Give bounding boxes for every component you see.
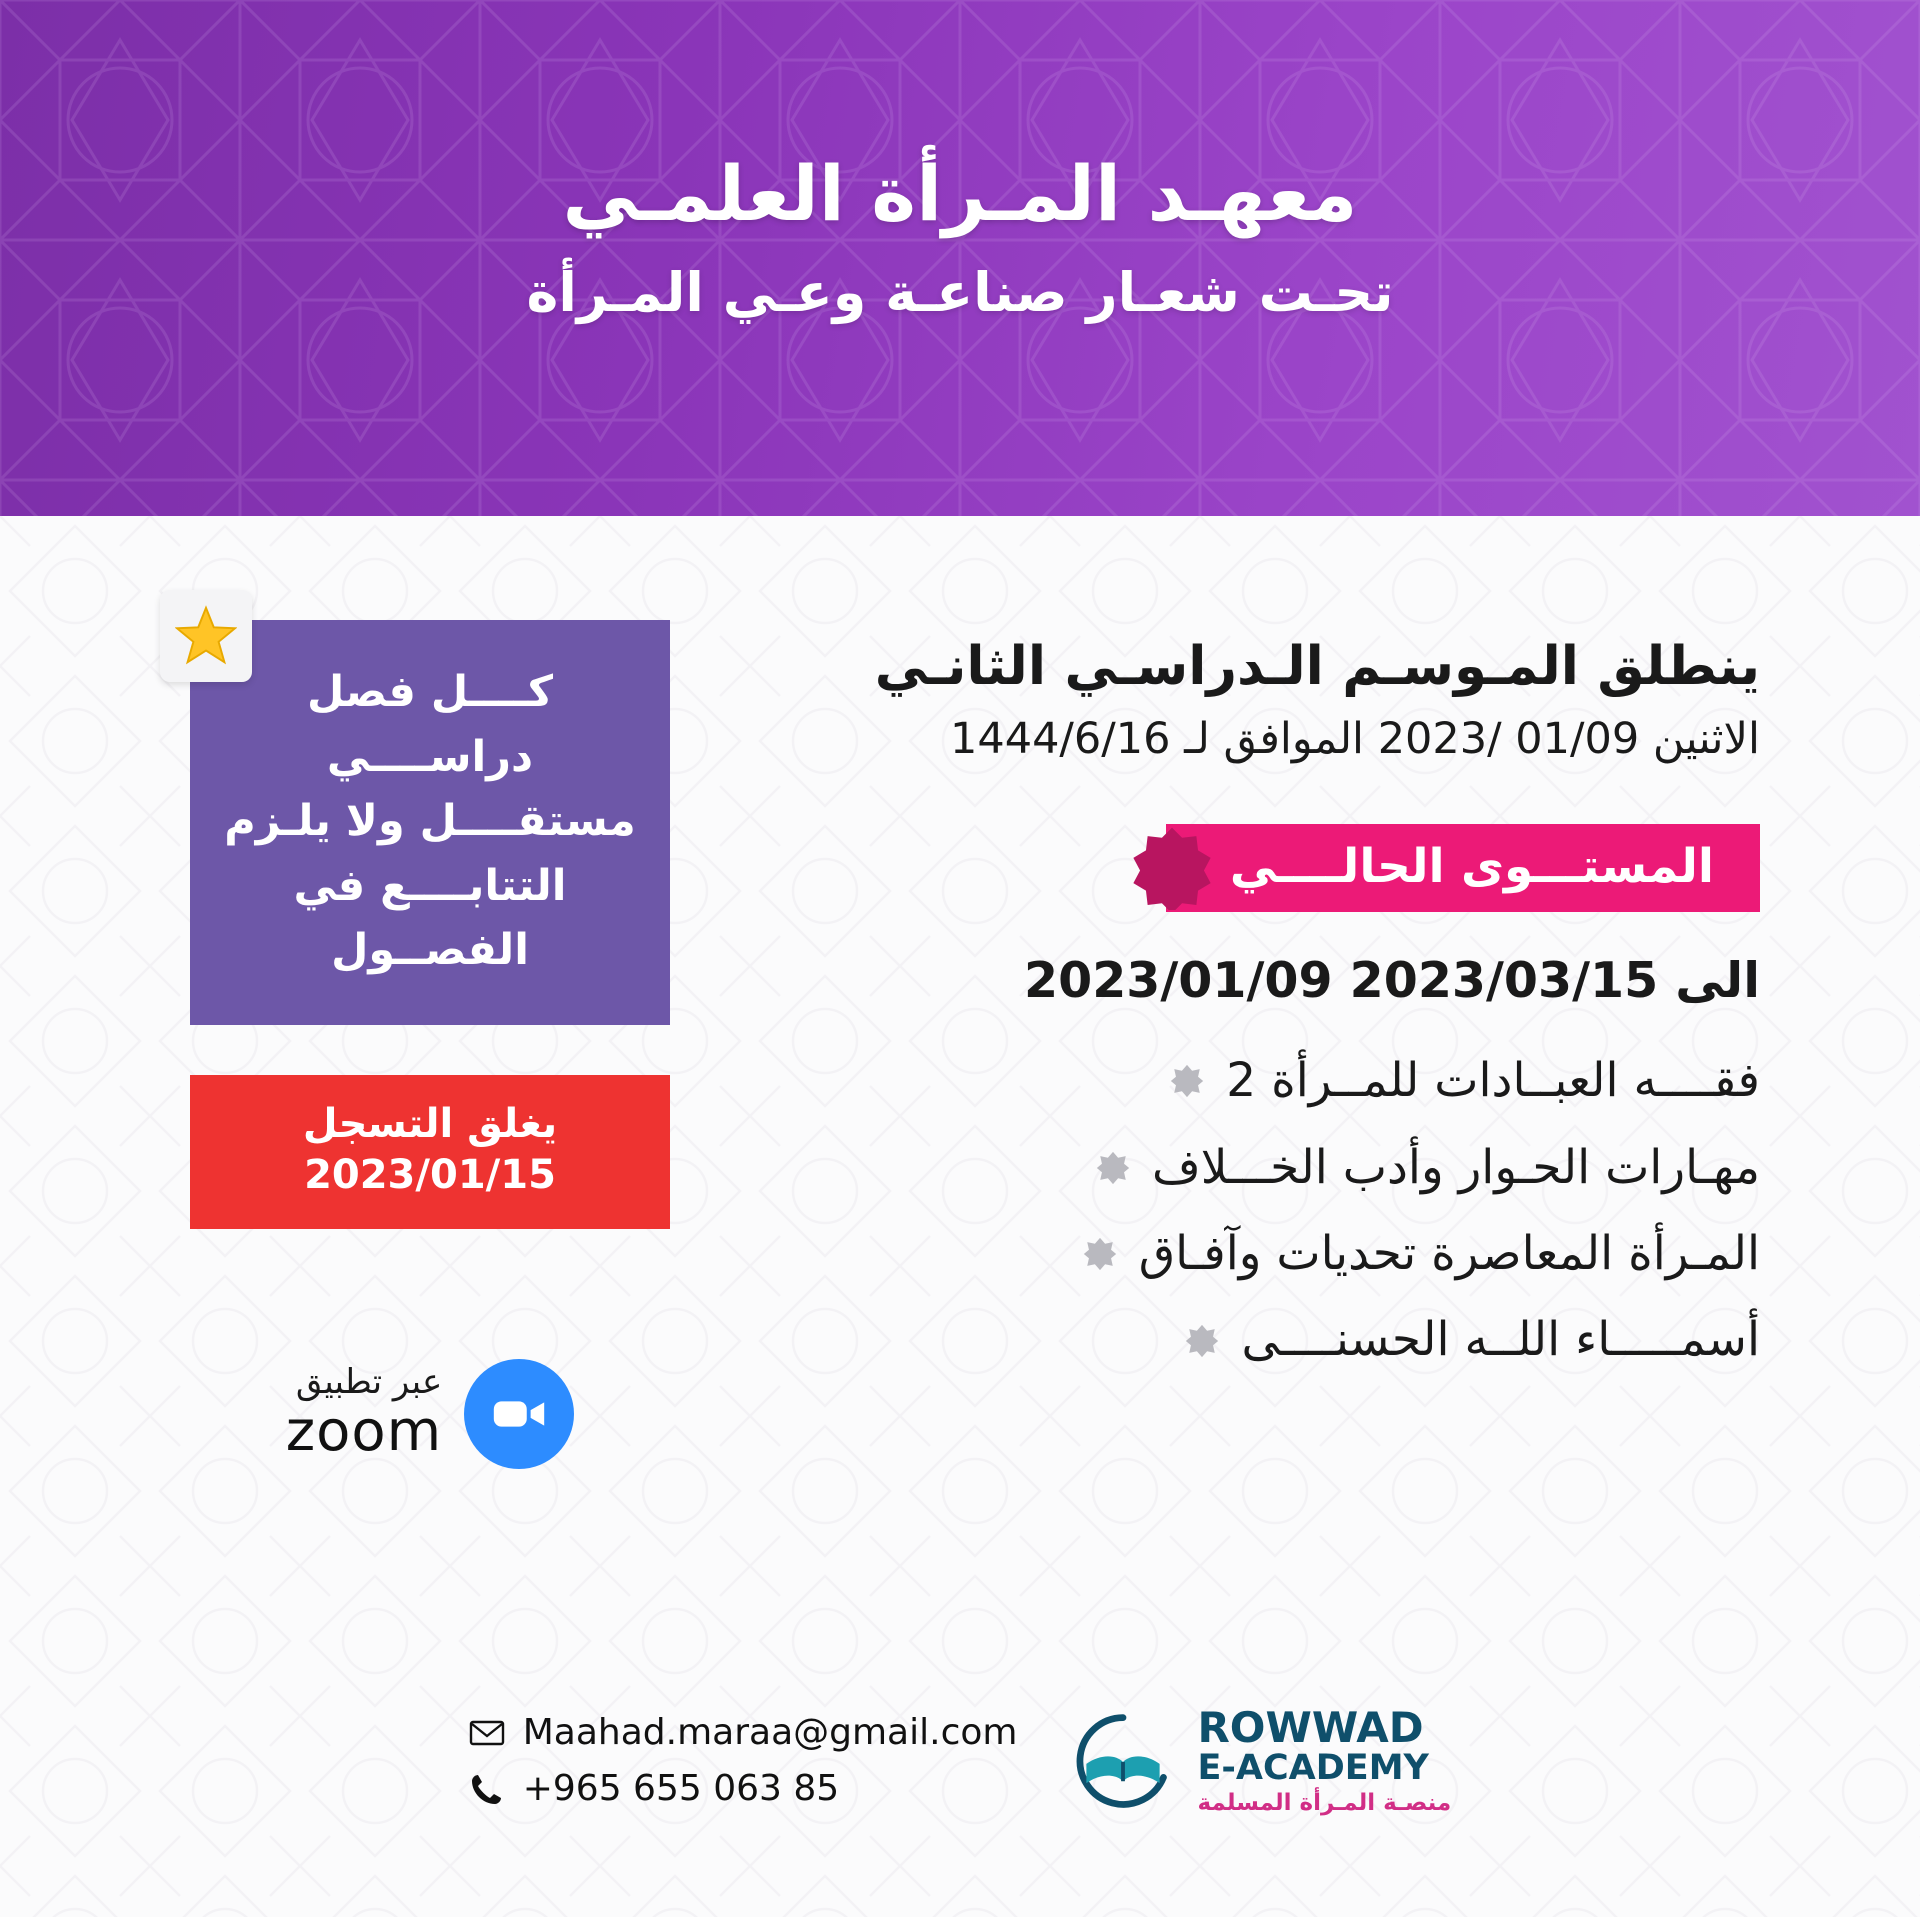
flower-bullet-icon xyxy=(1096,1151,1130,1185)
season-date: الاثنين 01/09 /2023 الموافق لـ 1444/6/16 xyxy=(950,714,1760,765)
phone-text: +965 655 063 85 xyxy=(522,1768,840,1809)
brand-name-line1: ROWWAD xyxy=(1197,1703,1424,1752)
closing-date: 2023/01/15 xyxy=(304,1151,556,1198)
page-title: معهـد المـرأة العلمـي xyxy=(562,148,1358,238)
level-date-range: 2023/01/09 الى 2023/03/15 xyxy=(1024,952,1760,1010)
course-label: المـرأة المعاصرة تحديات وآفـاق xyxy=(1138,1225,1760,1281)
envelope-icon xyxy=(469,1715,505,1751)
flower-bullet-icon xyxy=(1083,1237,1117,1271)
header-banner xyxy=(0,0,1920,516)
footer xyxy=(0,1703,1920,1816)
season-title: ينطلق المـوسـم الـدراسـي الثانـي xyxy=(874,636,1760,697)
course-list xyxy=(670,1053,1760,1369)
page-subtitle: تحـت شعـار صناعـة وعـي المـرأة xyxy=(526,260,1394,324)
contact-email[interactable] xyxy=(469,1713,1018,1753)
independent-terms-note xyxy=(190,620,670,1025)
flower-bullet-icon xyxy=(1185,1324,1219,1358)
course-label: أسمـــــاء اللــه الحسنــــى xyxy=(1241,1312,1760,1368)
brand-name-line2: E-ACADEMY xyxy=(1197,1748,1429,1788)
registration-closing-box xyxy=(190,1075,670,1229)
zoom-app-name: zoom xyxy=(285,1399,443,1465)
body-area xyxy=(0,516,1920,1927)
zoom-via-label: عبر تطبيق xyxy=(295,1362,443,1402)
list-item xyxy=(670,1226,1760,1282)
rosette-badge-icon xyxy=(1130,826,1214,910)
course-label: مهـارات الحـوار وأدب الخـــلاف xyxy=(1152,1139,1760,1195)
list-item xyxy=(670,1053,1760,1109)
flower-bullet-icon xyxy=(1170,1064,1204,1098)
contact-details xyxy=(469,1713,1018,1808)
course-label: فقــــه العبــادات للمــرأة 2 xyxy=(1226,1053,1760,1109)
current-level-banner xyxy=(1166,824,1760,912)
brand-tagline: منصـة المـرأة المسلمة xyxy=(1197,1790,1452,1816)
note-text: كــــل فصل دراســــي مستقــــل ولا يلـزم التتابــــع في الفصــول xyxy=(224,667,636,975)
book-circle-icon xyxy=(1065,1708,1181,1814)
footer-divider xyxy=(0,1917,1920,1927)
closing-title: يغلق التسجل xyxy=(302,1100,558,1147)
video-camera-icon xyxy=(464,1359,574,1469)
email-text: Maahad.maraa@gmail.com xyxy=(522,1712,1018,1754)
list-item xyxy=(670,1140,1760,1196)
contact-phone[interactable] xyxy=(469,1769,1018,1809)
list-item xyxy=(670,1312,1760,1368)
brand-logo xyxy=(1065,1703,1452,1816)
phone-icon xyxy=(469,1771,505,1807)
zoom-platform xyxy=(286,1359,574,1469)
star-icon xyxy=(160,590,252,682)
current-level-label: المستـــوى الحالــــي xyxy=(1229,839,1714,895)
